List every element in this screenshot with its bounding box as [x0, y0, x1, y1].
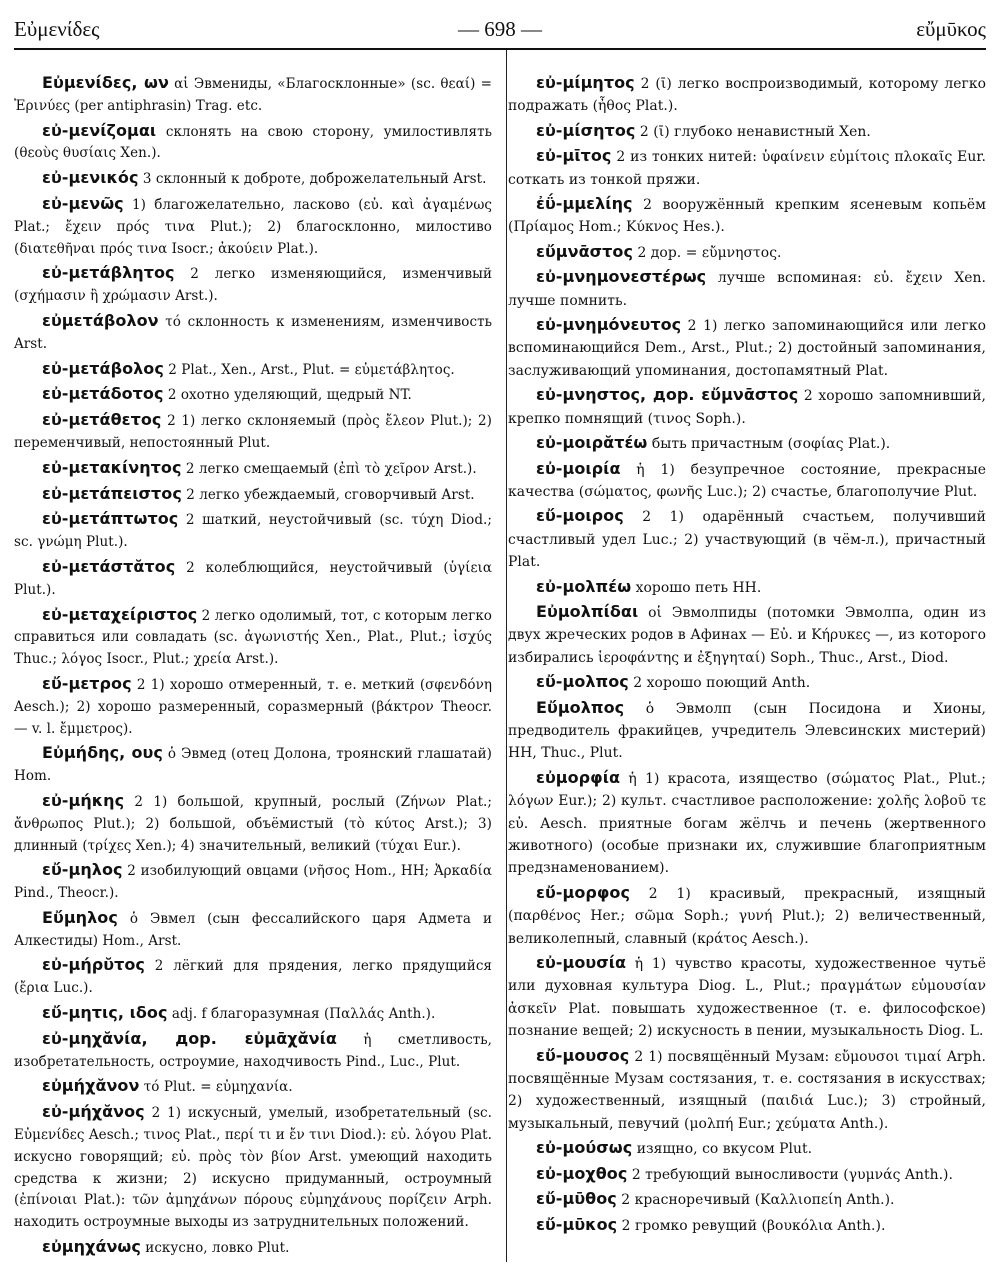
right-column — [508, 72, 986, 1262]
headword: εὐ-μίσητος — [536, 120, 636, 140]
definition: 2 легко изменяющийся, изменчивый (σχήμασιν ἢ χρώμασιν Arst.). — [14, 266, 492, 305]
dictionary-entry — [508, 1188, 986, 1211]
dictionary-entry — [14, 954, 492, 1000]
dictionary-entry — [14, 457, 492, 481]
definition: 2 1) хорошо отмеренный, т. е. меткий (σφενδόνη Aesch.); 2) хорошо размеренный, соразмерный (βάκτρον Theocr. — v. l. ἔμμετρος). — [14, 676, 492, 737]
dictionary-entry — [508, 505, 986, 573]
headword: εὐ-μετάπειστος — [42, 483, 182, 503]
dictionary-entry — [508, 1137, 986, 1160]
dictionary-entry — [14, 859, 492, 905]
headword: εὐ-μετάπτωτος — [42, 509, 179, 529]
definition: ἡ 1) чувство красоты, художественное чутьё или духовная культура Diog. L., Plut.; πραγμάτων εὐμουσίαν ἀσκεῖν Plat. повышать художественное (т. е. философское) познание вещей; 2) искусность в пении, музыкальность Diog. L. — [508, 956, 986, 1040]
running-head-left: Εὐμενίδες — [14, 17, 100, 41]
definition: 1) благожелательно, ласково (εὐ. καὶ ἀγαμένως Plat.; ἔχειν πρός τινα Plut.); 2) благосклонно, милостиво (διατεθῆναι πρός τινα Isocr.; ἀκούειν Plat.). — [14, 196, 492, 257]
headword: εὐ-μετάβολος — [42, 358, 164, 378]
columns — [14, 72, 986, 1262]
definition: 3 склонный к доброте, доброжелательный Arst. — [138, 171, 487, 188]
dictionary-entry — [14, 120, 492, 166]
dictionary-entry — [508, 697, 986, 765]
definition: 2 1) посвящённый Музам: εὔμουσοι τιμαί Arph. посвящённые Музам состязания, т. е. состязания в искусствах; 2) художественный, изящный (παιδιά Luc.); 3) стройный, музыкальный, певучий (μολπή Eur.; χεύματα Anth.). — [508, 1048, 986, 1132]
dictionary-entry — [14, 358, 492, 382]
headword: Εὐμήδης, ους — [42, 743, 163, 763]
definition: 2 Plat., Xen., Arst., Plut. = εὐμετάβλητος. — [163, 361, 455, 378]
definition: ἡ 1) красота, изящество (σώματος Plat., Plut.; λόγων Eur.); 2) культ. счастливое расположение: χολῆς λοβοῦ τε εὐ. Aesch. приятные богам жёлчь и печень (жертвенного животного) (особые признаки их, служившие благоприятным предзнаменованием). — [508, 770, 986, 877]
dictionary-entry — [14, 1002, 492, 1026]
definition: οἱ Эвмолпиды (потомки Эвмолпа, один из двух жреческих родов в Афинах — Εὐ. и Κήρυκες —, из которого избирались ἱεροφάντης и ἐξηγηταί) Soph., Thuc., Arst., Diod. — [508, 604, 986, 666]
header-rule — [14, 48, 986, 50]
headword: εὐ-μετάδοτος — [42, 384, 164, 404]
definition: τό Plut. = εὐμηχανία. — [139, 1079, 293, 1096]
definition: 2 дор. = εὔμνηστος. — [632, 244, 782, 261]
headword: εὐ-μοχθος — [536, 1163, 628, 1183]
dictionary-entry — [14, 193, 492, 260]
definition: 2 хорошо запомнивший, крепко помнящий (τινος Soph.). — [508, 388, 986, 427]
dictionary-entry — [508, 576, 986, 599]
definition: склонять на свою сторону, умилостивлять (θεοὺς θυσίαις Xen.). — [14, 123, 492, 162]
dictionary-entry — [14, 1101, 492, 1234]
dictionary-entry — [508, 145, 986, 191]
dictionary-entry — [508, 193, 986, 239]
definition: 2 шаткий, неустойчивый (sc. τύχη Diod.; sc. γνώμη Plut.). — [14, 512, 492, 551]
dictionary-entry — [508, 1045, 986, 1136]
dictionary-entry — [14, 262, 492, 308]
dictionary-entry — [508, 601, 986, 669]
headword: εὐμετάβολον — [42, 310, 159, 330]
definition: хорошо петь HH. — [631, 579, 762, 596]
headword: εὔ-μορφος — [536, 882, 631, 902]
headword: εὐ-μήρῠτος — [42, 955, 145, 975]
definition: 2 громко ревущий (βουκόλια Anth.). — [617, 1217, 886, 1234]
definition: adj. f благоразумная (Παλλάς Anth.). — [167, 1006, 436, 1023]
headword: εὐ-μουσία — [536, 953, 627, 973]
definition: 2 1) большой, крупный, рослый (Ζήνων Plat.; ἄνθρωπος Plut.); 2) большой, объёмистый (τὸ κύτος Arst.); 3) длинный (τρίχες Xen.); 4) значительный, великий (τύχαι Eur.). — [14, 793, 492, 854]
headword: εὔ-μετρος — [42, 673, 132, 693]
headword: Εὔμολπος — [536, 697, 625, 717]
dictionary-entry — [508, 266, 986, 312]
headword: εὐ-μετάστᾰτος — [42, 556, 176, 576]
definition: τό склонность к изменениям, изменчивость Arst. — [14, 313, 492, 352]
dictionary-entry — [14, 556, 492, 602]
definition: 2 легко убеждаемый, сговорчивый Arst. — [181, 486, 475, 503]
dictionary-entry — [508, 671, 986, 694]
headword: εὐ-μούσως — [536, 1138, 633, 1158]
headword: εὐ-μνημόνευτος — [536, 315, 682, 335]
running-head — [14, 14, 986, 44]
headword: εὐ-μεταχείριστος — [42, 604, 198, 624]
definition: 2 (ῑ) глубоко ненавистный Xen. — [635, 123, 871, 140]
headword: εὔ-μοιρος — [536, 506, 624, 526]
definition: изящно, со вкусом Plut. — [632, 1141, 813, 1158]
dictionary-entry — [14, 508, 492, 554]
headword: εὔ-μῡκος — [536, 1214, 618, 1234]
dictionary-entry — [14, 1075, 492, 1099]
headword: εὐ-μίμητος — [536, 73, 635, 92]
definition: 2 (ῑ) легко воспроизводимый, которому легко подражать (ἦθος Plat.). — [508, 76, 986, 115]
headword: εὐ-μοιρᾰτέω — [536, 433, 648, 453]
dictionary-entry — [14, 409, 492, 455]
definition: лучше вспоминая: εὐ. ἔχειν Xen. лучше помнить. — [508, 270, 986, 309]
dictionary-entry — [14, 907, 492, 953]
definition: 2 охотно уделяющий, щедрый NT. — [163, 387, 412, 404]
definition: 2 1) искусный, умелый, изобретательный (sc. Εὐμενίδες Aesch.; τινος Plat., περί τι и ἔν τινι Diod.): εὐ. λόγου Plat. искусно говорящий; εὐ. πρὸς τὸν βίον Arst. умеющий находить средства к жизни; 2) искусно придуманный, остроумный (ἐπίνοιαι Plat.): τῶν ἀμηχάνων πόρους εὐμηχάνους πορίζειν Arph. находить остроумные выходы из затруднительных положений. — [14, 1105, 492, 1231]
headword: εὔ-μητις, ιδος — [42, 1003, 168, 1023]
headword: εὐ-μετάθετος — [42, 410, 162, 430]
dictionary-entry — [508, 882, 986, 950]
left-column — [14, 72, 492, 1262]
headword: εὐ-μενικός — [42, 168, 139, 188]
definition: 2 из тонких нитей: ὑφαίνειν εὐμίτοις πλοκαῖς Eur. соткать из тонкой пряжи. — [508, 149, 986, 188]
definition: ὁ Эвмолп (сын Посидона и Хионы, предводитель фракийцев, учредитель Элевсинских мистерий) HH, Thuc., Plut. — [508, 700, 986, 762]
definition: ὁ Эвмел (сын фессалийского царя Адмета и Алкестиды) Hom., Arst. — [14, 910, 492, 949]
definition: 2 1) одарённый счастьем, получивший счастливый удел Luc.; 2) участвующий (в чём-л.), причастный Plat. — [508, 509, 986, 571]
dictionary-entry — [14, 790, 492, 857]
definition: 2 1) легко запоминающийся или легко вспоминающийся Dem., Arst., Plut.; 2) достойный запоминания, заслуживающий упоминания, достопамятный Plat. — [508, 318, 986, 379]
dictionary-entry — [508, 767, 986, 880]
definition: 2 хорошо поющий Anth. — [628, 675, 811, 692]
headword: εὐ-μετάβλητος — [42, 263, 175, 283]
dictionary-entry — [508, 432, 986, 455]
definition: искусно, ловко Plut. — [140, 1240, 290, 1257]
definition: 2 1) легко склоняемый (πρὸς ἔλεον Plut.); 2) переменчивый, непостоянный Plut. — [14, 413, 492, 451]
headword: εὔμνᾱστος — [536, 241, 633, 261]
dictionary-entry — [14, 673, 492, 740]
headword: εὐμορφία — [536, 767, 621, 787]
dictionary-entry — [14, 604, 492, 671]
dictionary-entry — [508, 1214, 986, 1237]
definition: 2 изобилующий овцами (νῆσος Hom., HH; Ἀρκαδία Pind., Theocr.). — [14, 863, 492, 902]
definition: ἡ 1) безупречное состояние, прекрасные качества (σώματος, φωνῆς Luc.); 2) счастье, благополучие Plut. — [508, 461, 986, 500]
definition: быть причастным (σοφίας Plat.). — [647, 436, 891, 453]
definition: 2 колеблющийся, неустойчивый (ὑγίεια Plut.). — [14, 559, 492, 598]
headword: εὐ-μολπέω — [536, 576, 632, 596]
dictionary-entry — [14, 483, 492, 507]
dictionary-entry — [14, 1236, 492, 1260]
headword: Εὐμενίδες, ων — [42, 73, 169, 92]
dictionary-entry — [508, 241, 986, 264]
headword: εὐ-μενίζομαι — [42, 120, 157, 140]
dictionary-entry — [508, 458, 986, 504]
definition: αἱ Эвмениды, «Благосклонные» (sc. θεαί) = Ἐρινύες (per antiphrasin) Trag. etc. — [14, 76, 492, 114]
headword: εὐ-μενῶς — [42, 193, 124, 213]
headword: εὐ-μοιρία — [536, 458, 621, 478]
definition: 2 1) красивый, прекрасный, изящный (παρθένος Her.; σῶμα Soph.; γυνή Plut.); 2) величественный, великолепный, славный (κράτος Aesch.). — [508, 885, 986, 947]
headword: εὐμηχάνως — [42, 1237, 141, 1257]
headword: εὐμήχᾰνον — [42, 1076, 140, 1096]
definition: 2 легко смещаемый (ἐπὶ τὸ χεῖρον Arst.). — [181, 460, 477, 477]
dictionary-entry — [508, 72, 986, 118]
dictionary-entry — [14, 1028, 492, 1074]
dictionary-entry — [14, 167, 492, 191]
headword: εὔ-μῡθος — [536, 1189, 617, 1209]
page-number: — 698 — — [458, 17, 542, 41]
headword: εὐ-μῑτος — [536, 146, 612, 166]
headword: εὐ-μνημονεστέρως — [536, 267, 707, 287]
headword: εὔ-μηλος — [42, 860, 123, 880]
headword: εὐ-μνηστος, дор. εὔμνᾱστος — [536, 385, 799, 405]
headword: εὐ-μήκης — [42, 790, 125, 810]
headword: εὐ-μηχᾰνία, дор. εὐμᾱχᾰνία — [42, 1028, 337, 1048]
headword: Εὐμολπίδαι — [536, 601, 639, 621]
dictionary-entry — [508, 952, 986, 1043]
dictionary-entry — [14, 72, 492, 118]
dictionary-entry — [14, 310, 492, 356]
definition: 2 вооружённый крепким ясеневым копьём (Πρίαμος Hom.; Κύκνος Hes.). — [508, 197, 986, 236]
definition: 2 легко одолимый, тот, с которым легко справиться или совладать (sc. ἀγωνιστής Xen., Plat., Plut.; ἰσχύς Thuc.; λόγος Isocr., Plut.; χρεία Arst.). — [14, 607, 492, 668]
headword: εὔ-μολπος — [536, 672, 629, 692]
headword: ἐΰ-μμελίης — [536, 194, 633, 214]
dictionary-entry — [508, 384, 986, 430]
headword: εὔ-μουσος — [536, 1045, 630, 1065]
definition: 2 требующий выносливости (γυμνάς Anth.). — [627, 1166, 953, 1183]
headword: εὐ-μετακίνητος — [42, 457, 182, 477]
headword: Εὔμηλος — [42, 907, 118, 927]
definition: 2 красноречивый (Καλλιοπείη Anth.). — [616, 1192, 895, 1209]
column-divider — [506, 50, 507, 1262]
definition: ἡ сметливость, изобретательность, остроумие, находчивость Pind., Luc., Plut. — [14, 1031, 492, 1070]
definition: 2 лёгкий для прядения, легко прядущийся (ἔρια Luc.). — [14, 958, 492, 997]
dictionary-entry — [508, 120, 986, 143]
definition: ὁ Эвмед (отец Долона, троянский глашатай) Hom. — [14, 746, 492, 785]
dictionary-entry — [14, 383, 492, 407]
headword: εὐ-μήχᾰνος — [42, 1102, 145, 1122]
dictionary-entry — [508, 314, 986, 382]
running-head-right: εὔμῡκος — [916, 17, 986, 41]
dictionary-entry — [14, 742, 492, 788]
dictionary-entry — [508, 1163, 986, 1186]
